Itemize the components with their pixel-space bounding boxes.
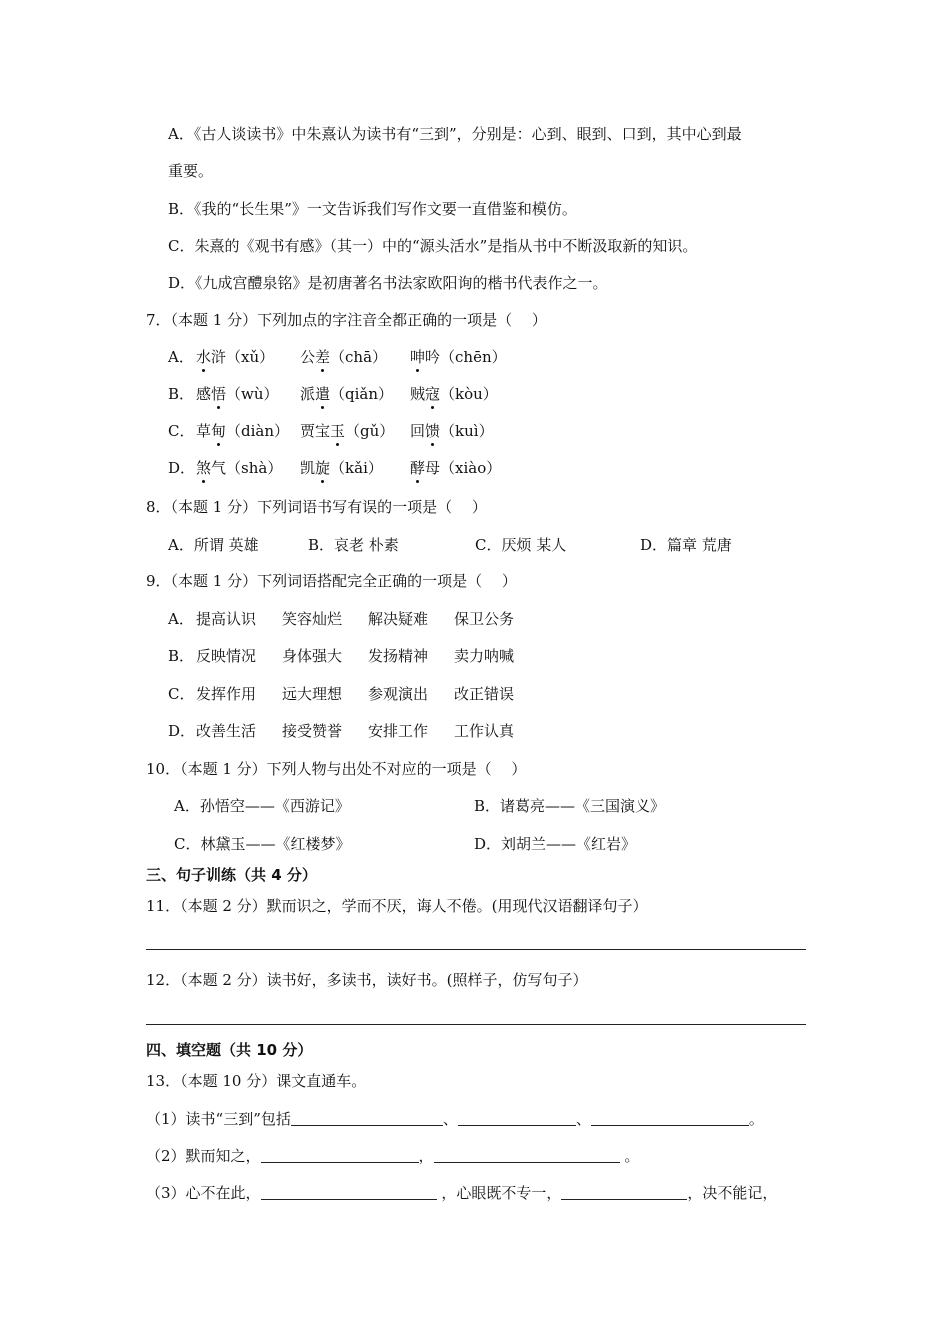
q9-option-phrase: 接受赞誉	[282, 722, 343, 740]
q9-option-phrase: 保卫公务	[454, 610, 515, 628]
q13-2-blank-2[interactable]	[434, 1146, 620, 1163]
q13-1-blank-1[interactable]	[291, 1109, 443, 1126]
q7-option-label: C．	[168, 422, 195, 440]
q9-option-label: C．	[168, 685, 195, 703]
emphasis-dot-char: 遣	[315, 385, 331, 403]
q7-option-label: B．	[168, 385, 195, 403]
q7-option-label: A．	[168, 348, 194, 366]
q9-option-phrase: 发挥作用	[196, 685, 257, 703]
q12-stem: 12．（本题 2 分）读书好，多读书，读好书。(照样子，仿写句子）	[146, 971, 588, 989]
q13-line-3	[146, 1183, 777, 1203]
emphasis-dot-char: 煞	[196, 459, 212, 477]
q9-option-phrase: 发扬精神	[368, 647, 429, 665]
q13-2-end: 。	[619, 1147, 640, 1165]
q9-stem: 9．（本题 1 分）下列词语搭配完全正确的一项是（ ）	[146, 572, 517, 590]
q8-option-b: B．哀老 朴素	[308, 536, 399, 554]
q13-1-separator-2: 、	[575, 1110, 591, 1128]
emphasis-dot-char: 差	[315, 348, 331, 366]
q7-stem: 7．（本题 1 分）下列加点的字注音全都正确的一项是（ ）	[146, 311, 547, 329]
emphasis-dot-char: 旋	[315, 459, 331, 477]
q9-option-phrase: 解决疑难	[368, 610, 429, 628]
section-3-heading: 三、句子训练（共 4 分）	[146, 866, 317, 884]
q7-option-word: 回馈（kuì）	[410, 422, 494, 440]
q9-option-label: A．	[168, 610, 194, 628]
q7-option-word: 贼寇（kòu）	[410, 385, 498, 403]
q13-3-end: ，决不能记，	[687, 1184, 778, 1202]
q9-option-phrase: 卖力呐喊	[454, 647, 515, 665]
q13-2-separator: ，	[418, 1147, 434, 1165]
q10-option-c: C．林黛玉——《红楼梦》	[174, 835, 351, 853]
q13-3-prompt: （3）心不在此，	[146, 1184, 261, 1202]
q8-option-d: D．篇章 荒唐	[640, 536, 732, 554]
q8-option-a: A．所谓 英雄	[168, 536, 259, 554]
q7-option-word: 草甸（diàn）	[196, 422, 290, 440]
q11-stem: 11．（本题 2 分）默而识之，学而不厌，诲人不倦。(用现代汉语翻译句子）	[146, 897, 648, 915]
q9-option-phrase: 工作认真	[454, 722, 515, 740]
q7-option-word: 感悟（wù）	[196, 385, 279, 403]
q6-option-b: B．《我的“长生果”》一文告诉我们写作文要一直借鉴和模仿。	[168, 200, 577, 218]
q13-1-prompt: （1）读书“三到”包括	[146, 1110, 291, 1128]
q9-option-phrase: 身体强大	[282, 647, 343, 665]
emphasis-dot-char: 悟	[211, 385, 227, 403]
q13-3-blank-1[interactable]	[261, 1183, 437, 1200]
q7-option-word: 公差（chā）	[300, 348, 388, 366]
q11-answer-line[interactable]	[146, 949, 806, 950]
q7-option-label: D．	[168, 459, 196, 477]
q7-option-word: 煞气（shà）	[196, 459, 283, 477]
q7-option-word: 派遣（qiǎn）	[300, 385, 394, 403]
q7-option-word: 水浒（xǔ）	[196, 348, 275, 366]
q10-option-a: A．孙悟空——《西游记》	[174, 797, 350, 815]
q13-1-separator-1: 、	[442, 1110, 458, 1128]
q7-option-word: 凯旋（kǎi）	[300, 459, 383, 477]
q6-option-c: C．朱熹的《观书有感》（其一）中的“源头活水”是指从书中不断汲取新的知识。	[168, 237, 698, 255]
q13-line-1	[146, 1109, 764, 1129]
q9-option-phrase: 笑容灿烂	[282, 610, 343, 628]
q13-stem: 13．（本题 10 分）课文直通车。	[146, 1072, 367, 1090]
emphasis-dot-char: 玉	[330, 422, 346, 440]
q13-3-separator: ，心眼既不专一，	[436, 1184, 562, 1202]
q9-option-phrase: 参观演出	[368, 685, 429, 703]
emphasis-dot-char: 甸	[211, 422, 227, 440]
q9-option-phrase: 安排工作	[368, 722, 429, 740]
q10-option-d: D．刘胡兰——《红岩》	[474, 835, 637, 853]
q9-option-label: D．	[168, 722, 196, 740]
q10-stem: 10．（本题 1 分）下列人物与出处不对应的一项是（ ）	[146, 760, 527, 778]
q7-option-word: 呻吟（chēn）	[410, 348, 507, 366]
q9-option-phrase: 改正错误	[454, 685, 515, 703]
q13-3-blank-2[interactable]	[561, 1183, 687, 1200]
q9-option-phrase: 提高认识	[196, 610, 257, 628]
emphasis-dot-char: 呻	[410, 348, 426, 366]
section-4-heading: 四、填空题（共 10 分）	[146, 1041, 313, 1059]
q6-option-a-cont: 重要。	[168, 162, 214, 180]
q9-option-phrase: 远大理想	[282, 685, 343, 703]
q6-option-a: A．《古人谈读书》中朱熹认为读书有“三到”，分别是：心到、眼到、口到，其中心到最	[168, 125, 742, 143]
q12-answer-line[interactable]	[146, 1024, 806, 1025]
q13-1-end: 。	[748, 1110, 764, 1128]
emphasis-dot-char: 酵	[410, 459, 426, 477]
q9-option-phrase: 改善生活	[196, 722, 257, 740]
q7-option-word: 贾宝玉（gǔ）	[300, 422, 395, 440]
q13-2-prompt: （2）默而知之，	[146, 1147, 261, 1165]
q9-option-phrase: 反映情况	[196, 647, 257, 665]
q7-option-word: 酵母（xiào）	[410, 459, 502, 477]
q6-option-d: D．《九成宫醴泉铭》是初唐著名书法家欧阳询的楷书代表作之一。	[168, 274, 608, 292]
q13-2-blank-1[interactable]	[261, 1146, 419, 1163]
q10-option-b: B．诸葛亮——《三国演义》	[474, 797, 666, 815]
q9-option-label: B．	[168, 647, 195, 665]
emphasis-dot-char: 水	[196, 348, 212, 366]
emphasis-dot-char: 寇	[425, 385, 441, 403]
q13-line-2	[146, 1146, 639, 1166]
q13-1-blank-2[interactable]	[458, 1109, 576, 1126]
q8-option-c: C．厌烦 某人	[475, 536, 567, 554]
q8-stem: 8．（本题 1 分）下列词语书写有误的一项是（ ）	[146, 498, 487, 516]
q13-1-blank-3[interactable]	[591, 1109, 749, 1126]
emphasis-dot-char: 馈	[425, 422, 441, 440]
